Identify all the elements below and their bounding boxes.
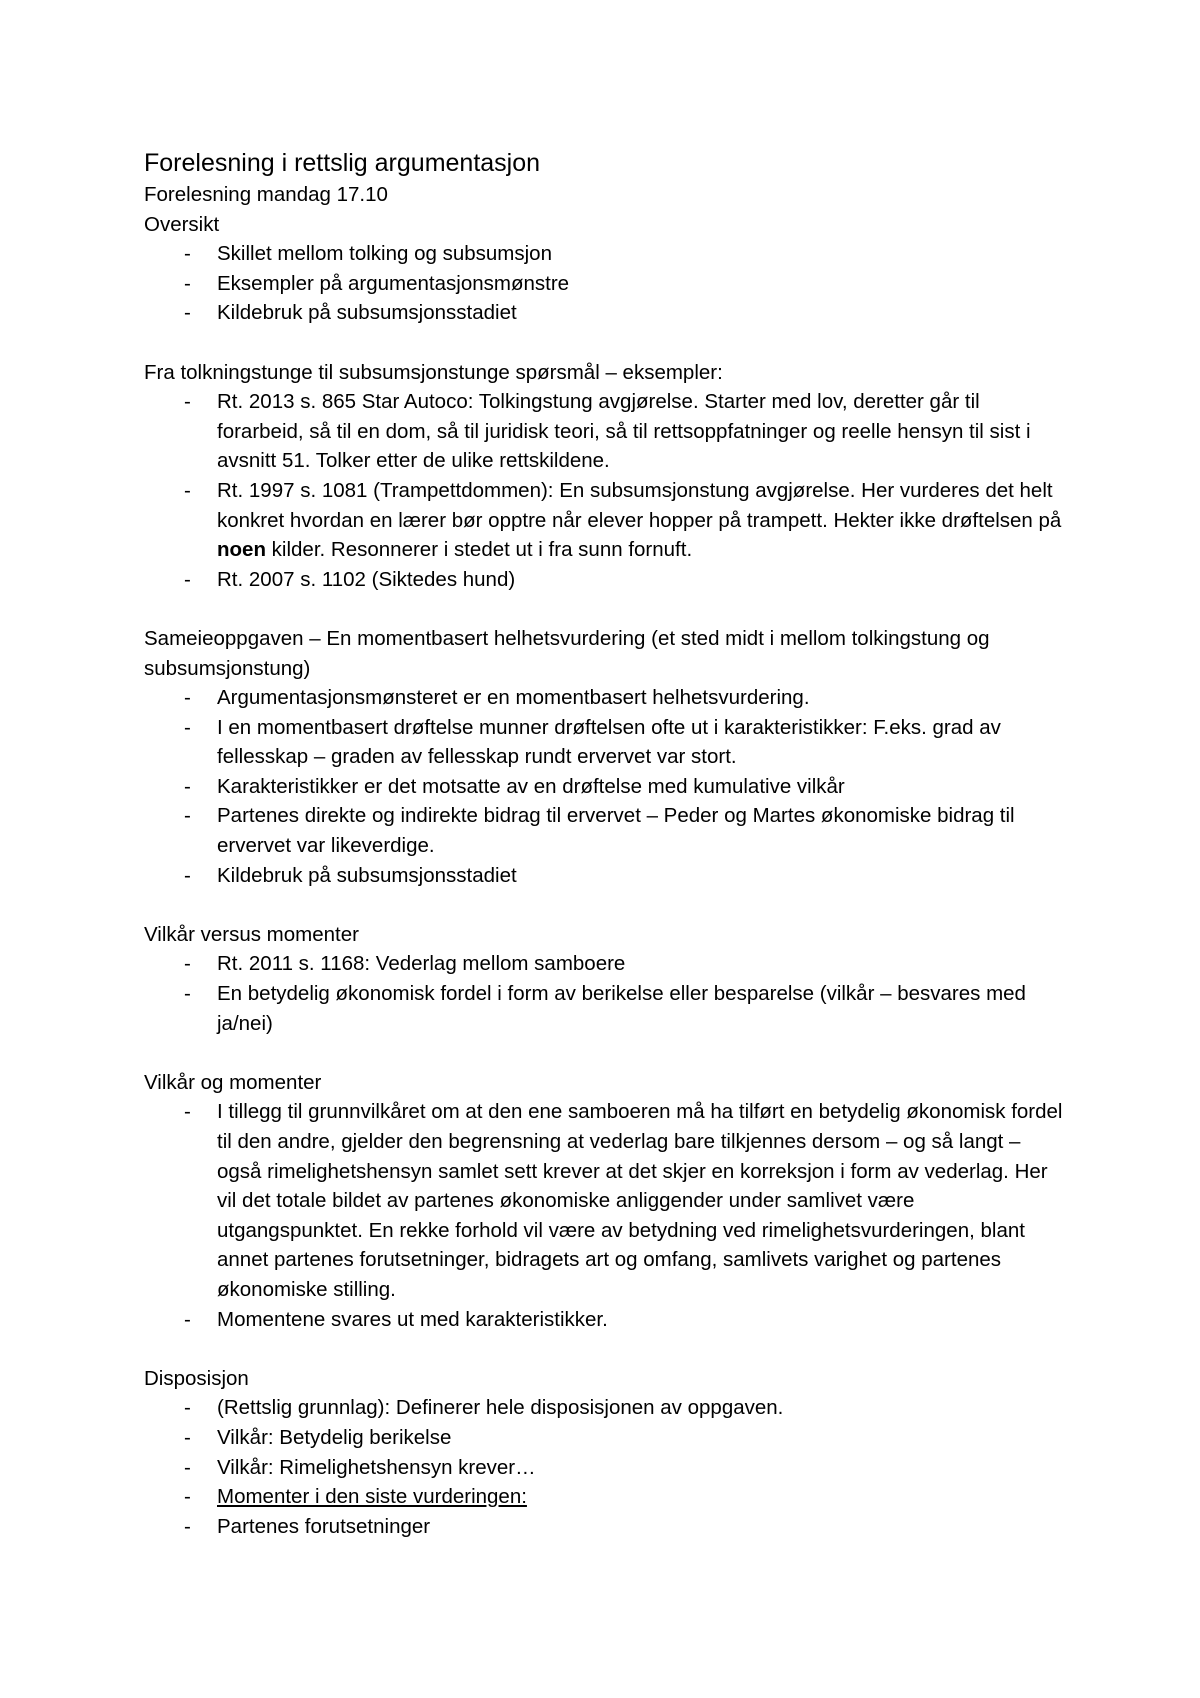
dash-bullet: - <box>184 1485 191 1509</box>
list-item: - Kildebruk på subsumsjonsstadiet <box>144 298 1064 328</box>
dash-bullet: - <box>184 567 191 591</box>
list-item: - Rt. 2013 s. 865 Star Autoco: Tolkingstung avgjørelse. Starter med lov, deretter går til forarbeid, så til en dom, så til juridisk teori, så til rettsoppfatninger og reelle hensyn til sist i avsnitt 51. Tolker etter de ulike rettskildene. <box>144 387 1064 476</box>
paragraph-gap <box>144 890 1064 920</box>
dash-bullet: - <box>184 715 191 739</box>
list-item: - Partenes direkte og indirekte bidrag til ervervet – Peder og Martes økonomiske bidrag til ervervet var likeverdige. <box>144 801 1064 860</box>
list-item: - Skillet mellom tolking og subsumsjon <box>144 239 1064 269</box>
dash-bullet: - <box>184 1100 191 1124</box>
document-body <box>144 146 1064 1541</box>
list-item: - Rt. 2011 s. 1168: Vederlag mellom samboere <box>144 949 1064 979</box>
dash-bullet: - <box>184 1425 191 1449</box>
dash-bullet: - <box>184 1396 191 1420</box>
list-item: - Karakteristikker er det motsatte av en drøftelse med kumulative vilkår <box>144 772 1064 802</box>
section-heading-vilkar-versus: Vilkår versus momenter <box>144 922 359 946</box>
underlined-item: Momenter i den siste vurderingen: <box>217 1485 527 1509</box>
dash-bullet: - <box>184 301 191 325</box>
dash-bullet: - <box>184 1307 191 1331</box>
list-item: - Vilkår: Betydelig berikelse <box>144 1423 1064 1453</box>
paragraph-gap <box>144 328 1064 358</box>
list-item: - Argumentasjonsmønsteret er en momentbasert helhetsvurdering. <box>144 683 1064 713</box>
examples-list <box>144 387 1064 594</box>
overview-list <box>144 239 1064 328</box>
section-heading-overview: Oversikt <box>144 212 220 236</box>
paragraph-gap <box>144 1334 1064 1364</box>
dash-bullet: - <box>184 242 191 266</box>
list-item: - I en momentbasert drøftelse munner drøftelsen ofte ut i karakteristikker: F.eks. grad av fellesskap – graden av fellesskap rundt ervervet var stort. <box>144 713 1064 772</box>
dash-bullet: - <box>184 478 191 502</box>
list-item: - Rt. 2007 s. 1102 (Siktedes hund) <box>144 565 1064 595</box>
list-item: - Partenes forutsetninger <box>144 1512 1064 1542</box>
sameie-list <box>144 683 1064 890</box>
list-item: - Kildebruk på subsumsjonsstadiet <box>144 861 1064 891</box>
dash-bullet: - <box>184 390 191 414</box>
dash-bullet: - <box>184 982 191 1006</box>
section-heading-examples: Fra tolkningstunge til subsumsjonstunge spørsmål – eksempler: <box>144 360 723 384</box>
list-item: - (Rettslig grunnlag): Definerer hele disposisjonen av oppgaven. <box>144 1393 1064 1423</box>
emphasis-noen: noen <box>217 538 266 562</box>
lecture-subtitle: Forelesning mandag 17.10 <box>144 183 388 206</box>
list-item: - Eksempler på argumentasjonsmønstre <box>144 269 1064 299</box>
dash-bullet: - <box>184 686 191 710</box>
paragraph-gap <box>144 594 1064 624</box>
section-heading-disposisjon: Disposisjon <box>144 1366 249 1390</box>
dash-bullet: - <box>184 1514 191 1538</box>
vilkar-versus-list <box>144 949 1064 1038</box>
list-item: - Vilkår: Rimelighetshensyn krever… <box>144 1453 1064 1483</box>
dash-bullet: - <box>184 271 191 295</box>
document-title: Forelesning i rettslig argumentasjon <box>144 149 541 177</box>
disposisjon-list <box>144 1393 1064 1541</box>
list-item: - Momentene svares ut med karakteristikker. <box>144 1305 1064 1335</box>
dash-bullet: - <box>184 804 191 828</box>
section-heading-vilkar-og: Vilkår og momenter <box>144 1070 322 1094</box>
list-item: - Rt. 1997 s. 1081 (Trampettdommen): En subsumsjonstung avgjørelse. Her vurderes det helt konkret hvordan en lærer bør opptre når elever hopper på trampett. Hekter ikke drøftelsen på noen kilder. Resonnerer i stedet ut i fra sunn fornuft. <box>144 476 1064 565</box>
dash-bullet: - <box>184 952 191 976</box>
section-heading-sameie: Sameieoppgaven – En momentbasert helhetsvurdering (et sted midt i mellom tolkingstung og subsumsjonstung) <box>144 626 990 680</box>
dash-bullet: - <box>184 774 191 798</box>
list-item <box>144 1482 1064 1512</box>
dash-bullet: - <box>184 863 191 887</box>
dash-bullet: - <box>184 1455 191 1479</box>
paragraph-gap <box>144 1038 1064 1068</box>
list-item: - En betydelig økonomisk fordel i form av berikelse eller besparelse (vilkår – besvares med ja/nei) <box>144 979 1064 1038</box>
list-item: - I tillegg til grunnvilkåret om at den ene samboeren må ha tilført en betydelig økonomisk fordel til den andre, gjelder den begrensning at vederlag bare tilkjennes dersom – og så langt – også rimelighetshensyn samlet sett krever at det skjer en korreksjon i form av vederlag. Her vil det totale bildet av partenes økonomiske anliggender under samlivet være utgangspunktet. En rekke forhold vil være av betydning ved rimelighetsvurderingen, blant annet partenes forutsetninger, bidragets art og omfang, samlivets varighet og partenes økonomiske stilling. <box>144 1097 1064 1304</box>
vilkar-og-list <box>144 1097 1064 1334</box>
